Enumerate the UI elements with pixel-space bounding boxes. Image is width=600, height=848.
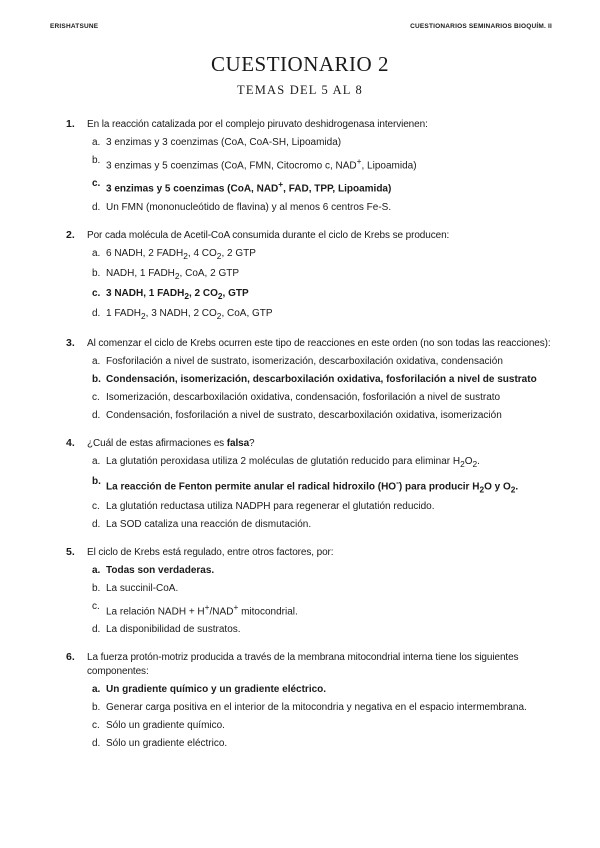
option-text: La reacción de Fenton permite anular el radical hidroxilo (HO-) para producir $H_2O$ y $O_2$. (106, 476, 519, 494)
question-text: ¿Cuál de estas afirmaciones es falsa? (87, 437, 255, 449)
question-text: Al comenzar el ciclo de Krebs ocurren este tipo de reacciones en este orden (no son todas las reacciones): (87, 337, 551, 349)
option-text: Isomerización, descarboxilación oxidativa, condensación, fosforilación a nivel de sustrato (106, 391, 501, 403)
option-text: 1 $FADH_2$, 3 NADH, 2 $CO_2$, CoA, GTP (106, 307, 273, 321)
question-number: 5. (66, 545, 75, 558)
option-text: La glutatión reductasa utiliza NADPH para regenerar el glutatión reducido. (106, 500, 435, 512)
option-letter: d. (92, 409, 101, 421)
answer-option (92, 737, 552, 751)
question (0, 229, 600, 323)
option-letter: c. (92, 600, 100, 612)
option-text: 3 enzimas y 3 coenzimas (CoA, CoA-SH, Lipoamida) (106, 137, 342, 148)
option-text: NADH, 1 $FADH_2$, CoA, 2 GTP (106, 267, 240, 281)
answer-option (92, 409, 552, 423)
option-letter: b. (92, 702, 101, 714)
option-text: Fosforilación a nivel de sustrato, isomerización, descarboxilación oxidativa, condensación (106, 355, 503, 367)
option-letter: d. (92, 307, 101, 319)
option-letter: b. (92, 475, 101, 487)
option-text: La disponibilidad de sustratos. (106, 624, 241, 636)
page-title: CUESTIONARIO 2 (211, 52, 389, 76)
option-letter: c. (92, 287, 101, 299)
answer-option (92, 154, 552, 173)
option-letter: a. (92, 455, 101, 467)
option-letter: a. (92, 247, 101, 259)
answer-option (92, 518, 552, 532)
question-number: 4. (66, 436, 75, 449)
answer-option (92, 683, 552, 697)
question (0, 437, 600, 532)
option-letter: b. (92, 373, 101, 385)
answer-option (92, 455, 552, 471)
option-text: La glutatión peroxidasa utiliza 2 moléculas de glutatión reducido para eliminar $H_2O_2$. (106, 455, 480, 469)
answer-option (92, 500, 552, 514)
option-text: La relación NADH + H+/NAD+ mitocondrial. (106, 601, 298, 618)
answer-option (92, 247, 552, 263)
option-text: La succinil-CoA. (106, 582, 179, 594)
option-letter: a. (92, 564, 101, 576)
answer-option (92, 307, 552, 323)
option-letter: d. (92, 518, 101, 530)
option-list (0, 564, 600, 637)
answer-option (92, 719, 552, 733)
option-letter: a. (92, 137, 101, 148)
option-letter: a. (92, 355, 101, 367)
question-list (0, 118, 600, 765)
answer-option (92, 600, 552, 619)
option-text: Un gradiente químico y un gradiente eléctrico. (106, 684, 327, 696)
page-subtitle: TEMAS DEL 5 AL 8 (237, 83, 363, 97)
header-course: CUESTIONARIOS SEMINARIOS BIOQUÍM. II (410, 23, 552, 30)
option-letter: d. (92, 201, 101, 213)
answer-option (92, 564, 552, 578)
option-letter: c. (92, 500, 100, 512)
question-number: 2. (66, 228, 75, 241)
option-text: Generar carga positiva en el interior de la mitocondria y negativa en el espacio intermembrana. (106, 702, 527, 714)
option-letter: d. (92, 738, 101, 750)
answer-option (92, 475, 552, 496)
answer-option (92, 177, 552, 196)
question-number: 6. (66, 651, 75, 664)
question-text: Por cada molécula de Acetil-CoA consumida durante el ciclo de Krebs se producen: (87, 229, 450, 241)
option-text: Sólo un gradiente químico. (106, 720, 225, 732)
option-text: Un FMN (mononucleótido de flavina) y al menos 6 centros Fe-S. (106, 201, 392, 213)
answer-option (92, 267, 552, 283)
option-letter: c. (92, 178, 101, 190)
option-text: Todas son verdaderas. (106, 564, 215, 576)
option-text: Sólo un gradiente eléctrico. (106, 738, 228, 750)
question-number: 3. (66, 336, 75, 349)
option-text: 3 enzimas y 5 coenzimas (CoA, FMN, Citocromo c, NAD+, Lipoamida) (106, 156, 417, 172)
answer-option (92, 201, 552, 215)
question (0, 651, 600, 751)
option-text: 3 enzimas y 5 coenzimas (CoA, NAD+, FAD, TPP, Lipoamida) (106, 179, 392, 195)
option-list (0, 136, 600, 215)
option-letter: b. (92, 155, 101, 166)
answer-option (92, 582, 552, 596)
option-text: Condensación, isomerización, descarboxilación oxidativa, fosforilación a nivel de sustrato (106, 373, 537, 385)
option-text: La SOD cataliza una reacción de dismutación. (106, 518, 312, 530)
answer-option (92, 355, 552, 369)
option-list (0, 455, 600, 532)
option-list (0, 247, 600, 323)
option-letter: b. (92, 582, 101, 594)
option-letter: a. (92, 684, 101, 696)
option-text: Condensación, fosforilación a nivel de sustrato, descarboxilación oxidativa, isomerización (106, 409, 502, 421)
question (0, 546, 600, 637)
option-letter: b. (92, 267, 101, 279)
answer-option (92, 287, 552, 303)
question-number: 1. (66, 118, 75, 130)
answer-option (92, 623, 552, 637)
question-text: En la reacción catalizada por el complejo piruvato deshidrogenasa intervienen: (87, 119, 428, 130)
answer-option (92, 391, 552, 405)
answer-option (92, 136, 552, 150)
option-letter: d. (92, 624, 101, 636)
option-list (0, 683, 600, 751)
option-list (0, 355, 600, 423)
question (0, 118, 600, 215)
question (0, 337, 600, 423)
option-text: 6 NADH, 2 $FADH_2$, 4 $CO_2$, 2 GTP (106, 247, 256, 261)
option-text: 3 NADH, 1 $FADH_2$, 2 $CO_2$, GTP (106, 287, 249, 301)
question-text: La fuerza protón-motriz producida a través de la membrana mitocondrial interna tiene los siguientes componentes: (87, 652, 519, 678)
question-text: El ciclo de Krebs está regulado, entre otros factores, por: (87, 546, 334, 558)
answer-option (92, 373, 552, 387)
option-letter: c. (92, 720, 100, 732)
answer-option (92, 701, 552, 715)
option-letter: c. (92, 391, 100, 403)
header-author: ERISHATSUNE (50, 23, 99, 30)
